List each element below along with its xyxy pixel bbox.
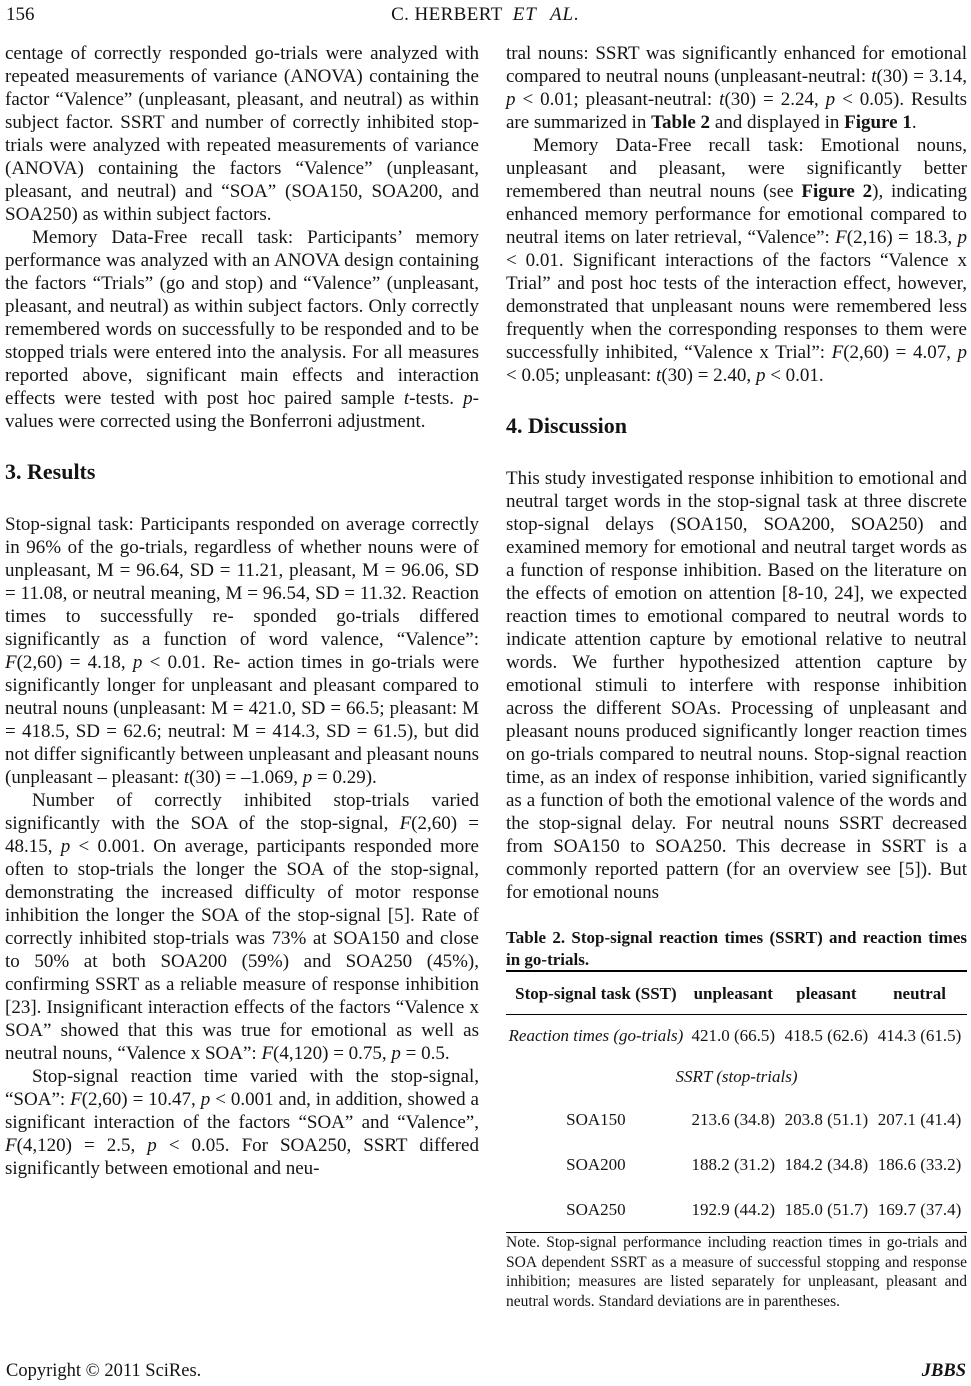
- paragraph-ssrt-soa: Stop-signal reaction time varied with the stop-signal, “SOA”: F(2,60) = 10.47, p < 0.001 and, in addition, showed a significant interaction of the factors “SOA” and “Valence”, F(4,120) = 2.5, p < 0.05. For SOA250, SSRT differed significantly between emotional and neu-: [5, 1066, 479, 1179]
- cell-soa250-neutral: 169.7 (37.4): [872, 1187, 967, 1233]
- footer-copyright: Copyright © 2011 SciRes.: [6, 1361, 202, 1381]
- table2-header-row: [506, 971, 967, 1015]
- discussion-heading: 4. Discussion: [506, 413, 628, 438]
- table-row-soa250: [506, 1187, 967, 1233]
- cell-rt-neutral: 414.3 (61.5): [877, 1026, 962, 1045]
- row-label-soa150: SOA150: [566, 1110, 626, 1129]
- column-header-unpleasant: unpleasant: [686, 971, 781, 1015]
- cell-soa150-unpleasant: 213.6 (34.8): [691, 1110, 776, 1129]
- running-head-etal: ET AL.: [512, 4, 580, 25]
- cell-soa250-pleasant: 185.0 (51.7): [781, 1187, 872, 1233]
- table2-note: Note. Stop-signal performance including reaction times in go-trials and SOA dependent SSRT as a measure of successful stopping and response inhibition; measures are listed separately for unpleasant, pleasant and neutral words. Standard deviations are in parentheses.: [506, 1234, 967, 1310]
- table-row-soa150: [506, 1097, 967, 1142]
- footer-journal: JBBS: [921, 1361, 966, 1381]
- column-header-pleasant: pleasant: [781, 971, 872, 1015]
- right-column: [506, 42, 967, 1311]
- running-head: [0, 4, 971, 26]
- paragraph-stop-signal-results: Stop-signal task: Participants responded on average correctly in 96% of the go-trials, regardless of whether nouns were of unpleasant, M = 96.64, SD = 11.21, pleasant, M = 96.06, SD = 11.08, or neutral meaning, M = 96.54, SD = 11.32. Reaction times to successfully re- sponded go-trials differed significantly as a function of word valence, “Valence”: F(2,60) = 4.18, p < 0.01. Re- action times in go-trials were significantly longer for unpleasant and pleasant compared to neutral nouns (unpleasant: M = 421.0, SD = 66.5; pleasant: M = 418.5, SD = 62.6; neutral: M = 414.3, SD = 61.5), but did not differ significantly between unpleasant and pleasant nouns (unpleasant – pleasant: t(30) = –1.069, p = 0.29).: [5, 514, 479, 788]
- results-heading: 3. Results: [5, 459, 96, 484]
- page-footer: [6, 1361, 966, 1382]
- cell-rt-unpleasant: 421.0 (66.5): [691, 1026, 776, 1045]
- left-column: [5, 42, 479, 1311]
- table2-caption: Table 2. Stop-signal reaction times (SSRT) and reaction times in go-trials.: [506, 928, 967, 969]
- cell-soa150-neutral: 207.1 (41.4): [877, 1110, 962, 1129]
- paragraph-inhibited-stop-trials: Number of correctly inhibited stop-trials varied significantly with the SOA of the stop-signal, F(2,60) = 48.15, p < 0.001. On average, participants responded more often to stop-trials the longer the SOA of the stop-signal, demonstrating the increased difficulty of motor response inhibition the longer the SOA of the stop-signal [5]. Rate of correctly inhibited stop-trials was 73% at SOA150 and close to 50% at both SOA200 (59%) and SOA250 (45%), confirming SSRT as a reliable measure of response inhibition [23]. Insignificant interaction effects of the factors “Valence x SOA” showed that this was true for emotional as well as neutral nouns, “Valence x SOA”: F(4,120) = 0.75, p = 0.5.: [5, 790, 479, 1064]
- table-row-ssrt-subhead: [506, 1056, 967, 1097]
- column-header-neutral: neutral: [872, 971, 967, 1015]
- paragraph-methods-anova: centage of correctly responded go-trials were analyzed with repeated measurements of variance (ANOVA) containing the factor “Valence” (unpleasant, pleasant, and neutral) as within subject factor. SSRT and number of correctly inhibited stop-trials were analyzed with repeated measurements of variance (ANOVA) containing the factors “Valence” (unpleasant, pleasant, and neutral) and “SOA” (SOA150, SOA200, and SOA250) as within subject factors.: [5, 43, 479, 225]
- cell-rt-pleasant: 418.5 (62.6): [784, 1026, 869, 1045]
- table2: [506, 970, 967, 1233]
- paragraph-memory-analysis: Memory Data-Free recall task: Participants’ memory performance was analyzed with an ANOVA design containing the factors “Trials” (go and stop) and “Valence” (unpleasant, pleasant, and neutral) as within subject factors. Only correctly remembered words on successfully to be responded and to be stopped trials were entered into the analysis. For all measures reported above, significant main effects and interaction effects were tested with post hoc paired sample t-tests. p-values were corrected using the Bonferroni adjustment.: [5, 227, 479, 432]
- table2-block: [506, 927, 967, 1311]
- cell-soa200-unpleasant: 188.2 (31.2): [691, 1155, 776, 1174]
- cell-soa200-neutral: 186.6 (33.2): [877, 1155, 962, 1174]
- running-head-authors: C. HERBERT: [391, 4, 503, 25]
- paragraph-memory-recall-results: Memory Data-Free recall task: Emotional nouns, unpleasant and pleasant, were significantly better remembered than neutral nouns (see Figure 2), indicating enhanced memory performance for emotional compared to neutral items on later retrieval, “Valence”: F(2,16) = 18.3, p < 0.01. Significant interactions of the factors “Valence x Trial” and post hoc tests of the interaction effect, however, demonstrated that unpleasant nouns were remembered less frequently when the corresponding responses to them were successfully inhibited, “Valence x Trial”: F(2,60) = 4.07, p < 0.05; unpleasant: t(30) = 2.40, p < 0.01.: [506, 135, 968, 386]
- column-header-task: Stop-signal task (SST): [506, 971, 686, 1015]
- row-label-reaction-times: Reaction times (go-trials): [508, 1026, 684, 1045]
- page-number: 156: [6, 4, 35, 25]
- table-row-soa200: [506, 1142, 967, 1187]
- cell-soa200-pleasant: 184.2 (34.8): [784, 1155, 869, 1174]
- page-header: [0, 4, 971, 30]
- paragraph-discussion-intro: This study investigated response inhibition to emotional and neutral target words in the stop-signal task at three discrete stop-signal delays (SOA150, SOA200, SOA250) and examined memory for emotional and neutral target words as a function of response inhibition. Based on the literature on the effects of emotion on attention [8-10, 24], we expected reaction times to emotional compared to neutral words to indicate attention capture by emotional relative to neutral words. We further hypothesized attention capture by emotional stimuli to interfere with response inhibition across the different SOAs. Processing of unpleasant and pleasant nouns produced significantly longer reaction times on go-trials compared to neutral nouns. Stop-signal reaction time, as an index of response inhibition, varied significantly as a function of both the emotional valence of the words and the stop-signal delay. For neutral nouns SSRT decreased from SOA150 to SOA250. This decrease in SSRT is a commonly reported pattern (for an overview see [5]). But for emotional nouns: [506, 468, 967, 903]
- row-label-ssrt: SSRT (stop-trials): [675, 1067, 798, 1086]
- paragraph-ssrt-emotional: tral nouns: SSRT was significantly enhanced for emotional compared to neutral nouns (unpleasant-neutral: t(30) = 3.14, p < 0.01; pleasant-neutral: t(30) = 2.24, p < 0.05). Results are summarized in Table 2 and displayed in Figure 1.: [506, 43, 968, 133]
- row-label-soa200: SOA200: [566, 1155, 626, 1174]
- table-row-reaction-times: [506, 1015, 967, 1057]
- row-label-soa250: SOA250: [506, 1187, 686, 1233]
- two-column-body: [5, 42, 967, 1311]
- cell-soa250-unpleasant: 192.9 (44.2): [686, 1187, 781, 1233]
- cell-soa150-pleasant: 203.8 (51.1): [784, 1110, 869, 1129]
